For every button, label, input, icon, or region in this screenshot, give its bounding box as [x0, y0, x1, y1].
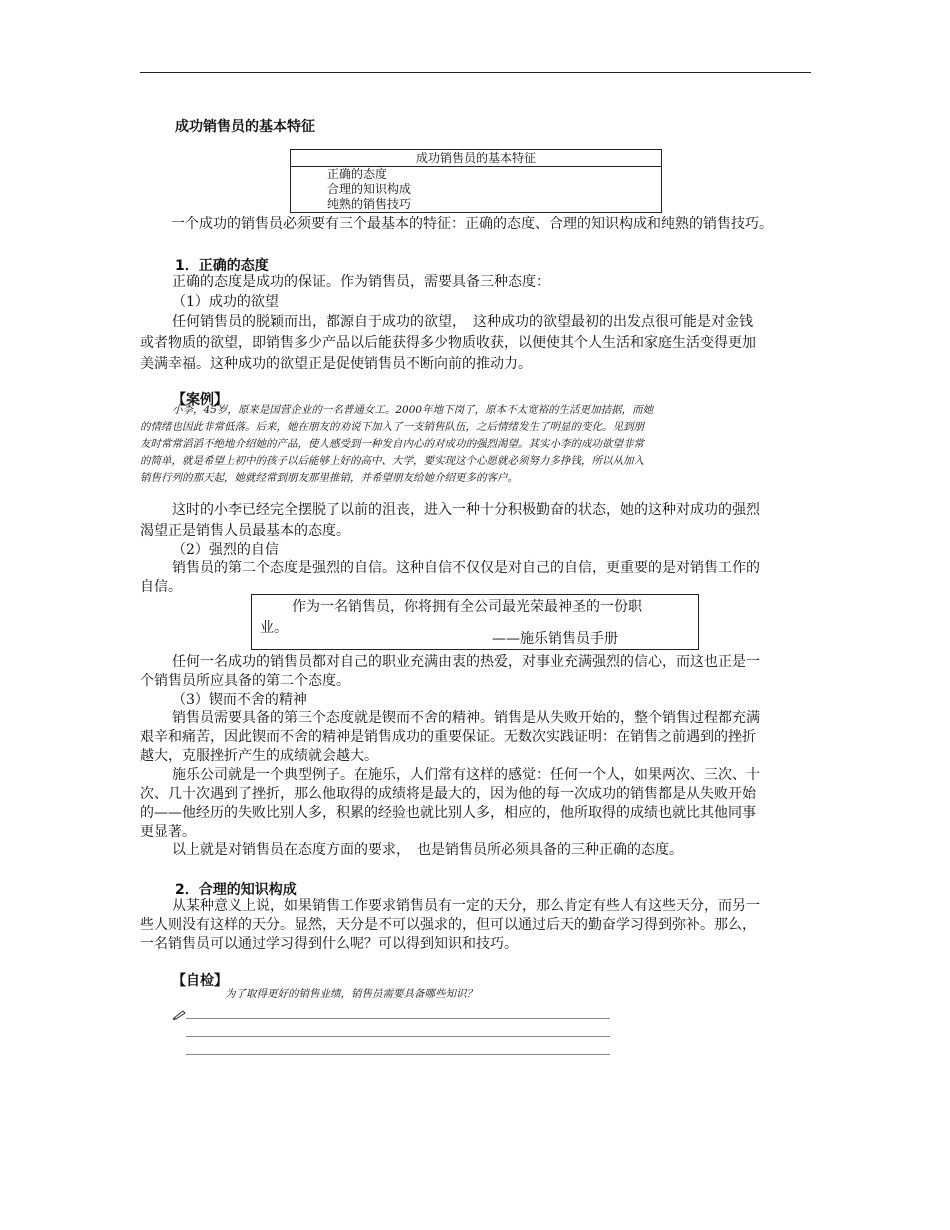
selfcheck-label: 【自检】	[172, 973, 228, 989]
quote-box	[251, 594, 699, 650]
para-line: 施乐公司就是一个典型例子。在施乐，人们常有这样的感觉：任何一个人，如果两次、三次、十	[172, 767, 760, 783]
summary-box	[290, 149, 662, 213]
pencil-icon	[173, 1008, 187, 1020]
page-title: 成功销售员的基本特征	[175, 119, 315, 135]
para-line: 个销售员所应具备的第二个态度。	[140, 673, 350, 689]
case-label: 【案例】	[172, 392, 228, 408]
quote-line: 作为一名销售员，你将拥有全公司最光荣最神圣的一份职	[292, 599, 642, 615]
para-line: 从某种意义上说，如果销售工作要求销售员有一定的天分，那么肯定有些人有这些天分，而另一	[172, 898, 760, 914]
para-line: 这时的小李已经完全摆脱了以前的沮丧，进入一种十分积极勤奋的状态，她的这种对成功的强烈	[172, 502, 760, 518]
sub-heading-desire: （1）成功的欲望	[172, 294, 279, 310]
summary-item: 纯熟的销售技巧	[327, 197, 412, 211]
case-line: 的情绪也因此非常低落。后来，她在朋友的劝说下加入了一支销售队伍，之后情绪发生了明显的变化。见到朋	[140, 421, 644, 433]
section2-heading: 2．合理的知识构成	[175, 882, 297, 898]
summary-box-title: 成功销售员的基本特征	[291, 151, 661, 167]
answer-line[interactable]	[186, 1018, 610, 1019]
case-line: 小李，45岁，原来是国营企业的一名普通女工。2000年地下岗了，原本不太宽裕的生活更加拮据，而她	[172, 404, 654, 416]
para-line: 以上就是对销售员在态度方面的要求， 也是销售员所必须具备的三种正确的态度。	[172, 842, 683, 858]
para-line: 次、几十次遇到了挫折，那么他取得的成绩将是最大的，因为他的每一次成功的销售都是从失败开始	[140, 786, 756, 802]
case-line: 友时常常滔滔不绝地介绍她的产品，使人感受到一种发自内心的对成功的强烈渴望。其实小李的成功欲望非常	[140, 438, 644, 450]
para-line: 销售员需要具备的第三个态度就是锲而不舍的精神。销售是从失败开始的，整个销售过程都充满	[172, 710, 760, 726]
para-line: 些人则没有这样的天分。显然，天分是不可以强求的，但可以通过后天的勤奋学习得到弥补。那么，	[140, 917, 756, 933]
para-line: 美满幸福。这种成功的欲望正是促使销售员不断向前的推动力。	[140, 356, 532, 372]
quote-source: ——施乐销售员手册	[492, 631, 618, 647]
selfcheck-question: 为了取得更好的销售业绩，销售员需要具备哪些知识？	[225, 988, 477, 1000]
para-line: 渴望正是销售人员最基本的态度。	[140, 523, 350, 539]
summary-item: 合理的知识构成	[327, 182, 412, 196]
section1-heading: 1．正确的态度	[175, 258, 269, 274]
case-line: 销售行列的那天起，她就经常到朋友那里推销，并希望朋友给她介绍更多的客户。	[140, 472, 518, 484]
para-line: 任何销售员的脱颖而出，都源自于成功的欲望， 这种成功的欲望最初的出发点很可能是对金钱	[172, 314, 753, 330]
case-line: 的简单，就是希望上初中的孩子以后能够上好的高中、大学，要实现这个心愿就必须努力多挣钱，所以从加入	[140, 455, 644, 467]
answer-line[interactable]	[186, 1054, 610, 1055]
para-line: 自信。	[140, 579, 182, 595]
top-rule	[140, 72, 811, 73]
para-line: 一名销售员可以通过学习得到什么呢？可以得到知识和技巧。	[140, 936, 518, 952]
sub-heading-confidence: （2）强烈的自信	[172, 542, 279, 558]
summary-item: 正确的态度	[327, 167, 388, 181]
answer-line[interactable]	[186, 1036, 610, 1037]
para-line: 销售员的第二个态度是强烈的自信。这种自信不仅仅是对自己的自信，更重要的是对销售工作的	[172, 560, 760, 576]
section1-intro: 正确的态度是成功的保证。作为销售员，需要具备三种态度：	[172, 274, 550, 290]
para-line: 的——他经历的失败比别人多，积累的经验也就比别人多，相应的，他所取得的成绩也就比其他同事	[140, 805, 756, 821]
quote-line: 业。	[260, 620, 288, 636]
para-line: 更显著。	[140, 824, 196, 840]
intro-paragraph: 一个成功的销售员必须要有三个最基本的特征：正确的态度、合理的知识构成和纯熟的销售技巧。	[171, 216, 773, 232]
para-line: 越大，克服挫折产生的成绩就会越大。	[140, 748, 378, 764]
para-line: 艰辛和痛苦，因此锲而不舍的精神是销售成功的重要保证。无数次实践证明：在销售之前遇到的挫折	[140, 729, 756, 745]
para-line: 任何一名成功的销售员都对自己的职业充满由衷的热爱，对事业充满强烈的信心，而这也正是一	[172, 654, 760, 670]
sub-heading-persistence: （3）锲而不舍的精神	[172, 692, 307, 708]
para-line: 或者物质的欲望，即销售多少产品以后能获得多少物质收获，以便使其个人生活和家庭生活变得更加	[140, 335, 756, 351]
